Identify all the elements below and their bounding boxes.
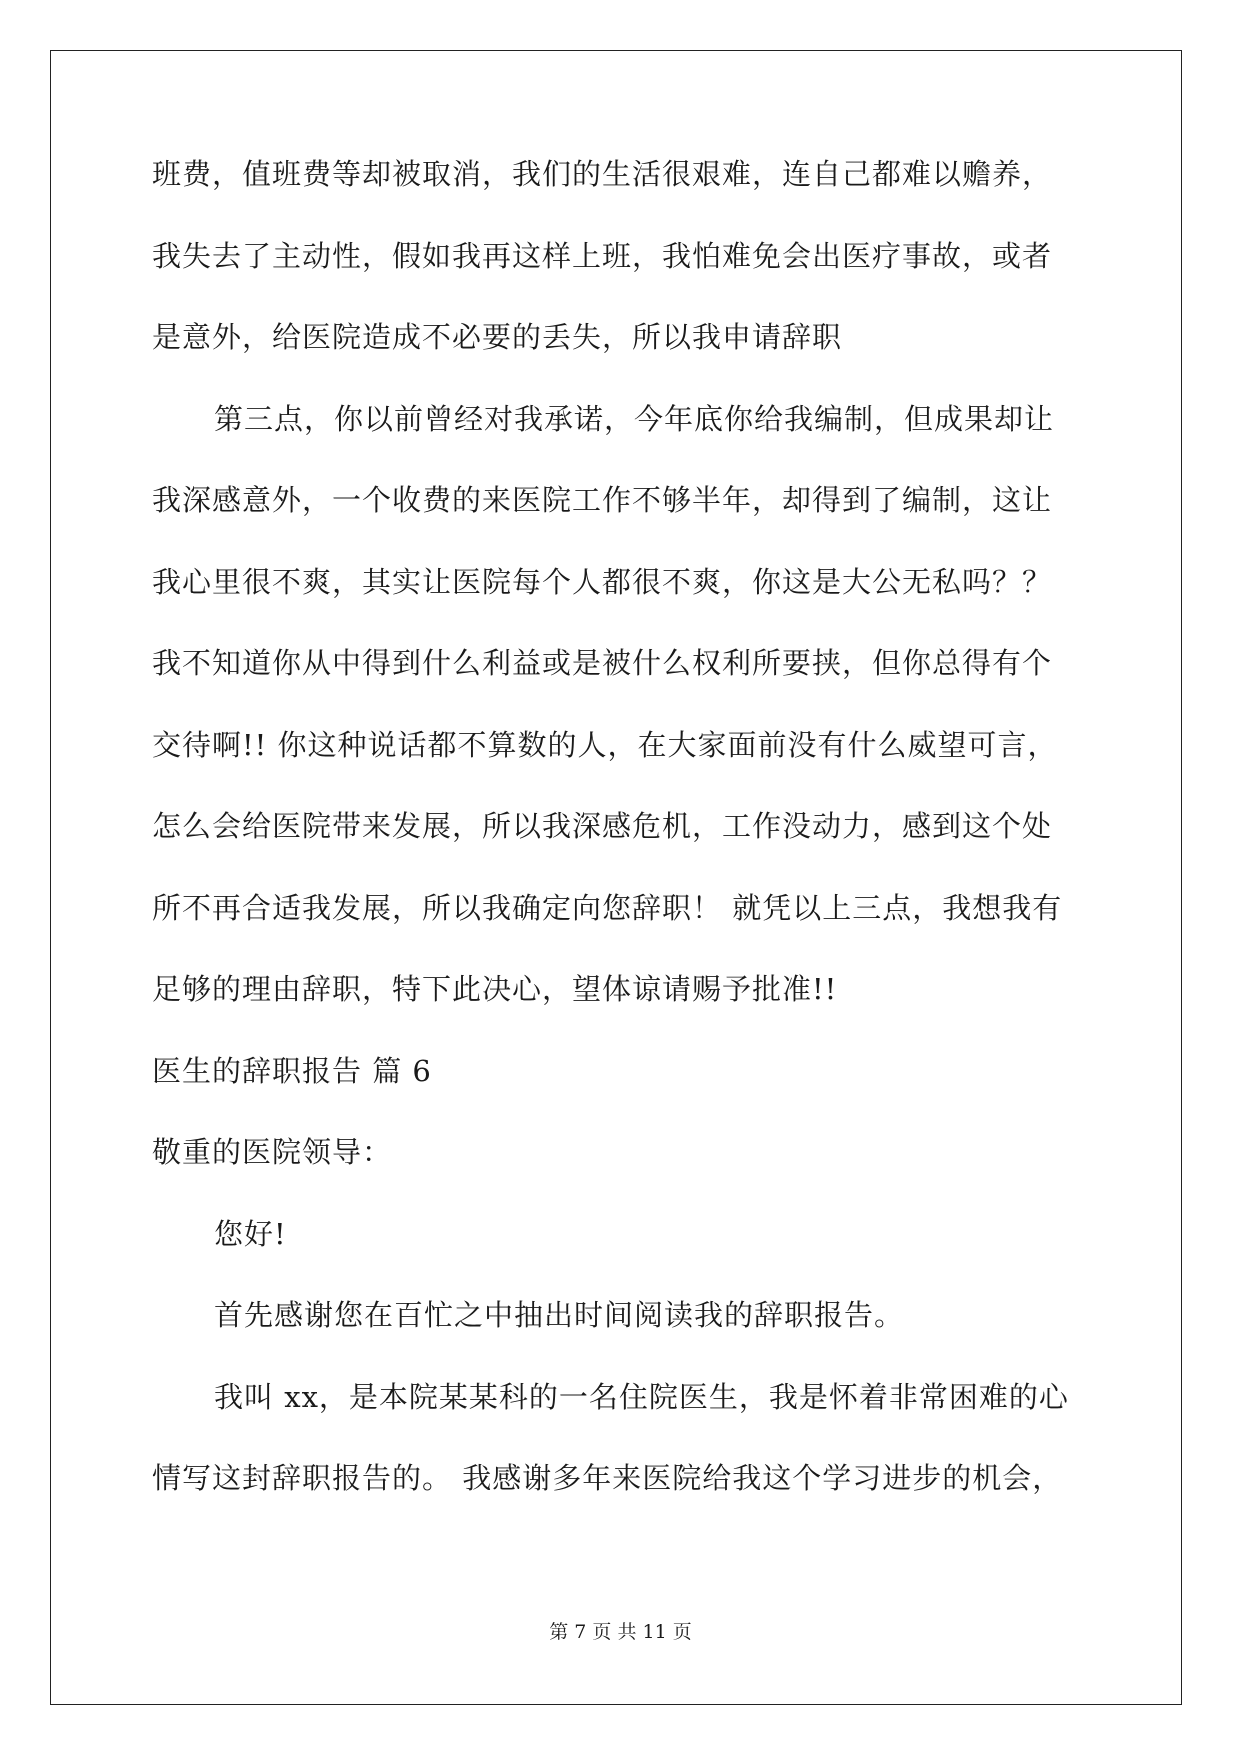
section-heading: 医生的辞职报告 篇 6 — [152, 1053, 432, 1088]
text-line: 怎么会给医院带来发展，所以我深感危机，工作没动力，感到这个处 — [152, 809, 1053, 843]
text-line: 我不知道你从中得到什么利益或是被什么权利所要挟，但你总得有个 — [152, 646, 1053, 680]
page-number-footer: 第 7 页 共 11 页 — [549, 1621, 692, 1643]
salutation: 敬重的医院领导： — [152, 1135, 393, 1169]
text-line: 班费，值班费等却被取消，我们的生活很艰难，连自己都难以赡养， — [152, 157, 1053, 191]
text-line: 是意外，给医院造成不必要的丢失，所以我申请辞职 — [152, 320, 843, 354]
text-line: 第三点，你以前曾经对我承诺，今年底你给我编制，但成果却让 — [214, 401, 1055, 436]
text-line: 足够的理由辞职，特下此决心，望体谅请赐予批准!! — [152, 972, 838, 1006]
text-line: 我心里很不爽，其实让医院每个人都很不爽，你这是大公无私吗？？ — [152, 564, 1053, 599]
text-line: 我失去了主动性，假如我再这样上班，我怕难免会出医疗事故，或者 — [152, 238, 1053, 273]
text-line: 交待啊!! 你这种说话都不算数的人，在大家面前没有什么威望可言， — [152, 727, 1058, 762]
text-line: 首先感谢您在百忙之中抽出时间阅读我的辞职报告。 — [214, 1298, 905, 1332]
greeting: 您好! — [214, 1216, 287, 1251]
text-line: 所不再合适我发展，所以我确定向您辞职！ 就凭以上三点，我想我有 — [152, 890, 1063, 925]
text-line: 我深感意外，一个收费的来医院工作不够半年，却得到了编制，这让 — [152, 483, 1053, 517]
text-line: 情写这封辞职报告的。 我感谢多年来医院给我这个学习进步的机会， — [152, 1461, 1063, 1495]
document-body — [152, 150, 1092, 1536]
text-line: 我叫 xx，是本院某某科的一名住院医生，我是怀着非常困难的心 — [214, 1379, 1069, 1414]
